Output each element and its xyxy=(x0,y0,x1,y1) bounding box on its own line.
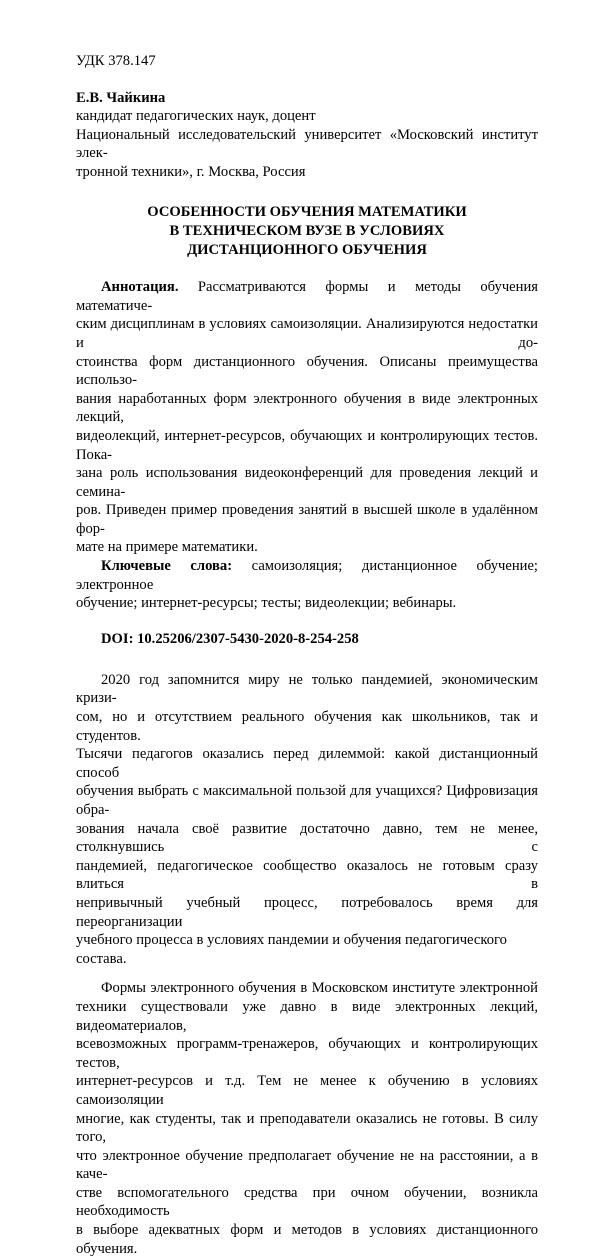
body-line: Тысячи педагогов оказались перед дилеммой: какой дистанционный способ xyxy=(76,745,538,782)
keywords-label: Ключевые слова: xyxy=(101,558,232,574)
body-line: всевозможных программ-тренажеров, обучающих и контролирующих тестов, xyxy=(76,1035,538,1072)
abstract-line: стоинства форм дистанционного обучения. Описаны преимущества использо- xyxy=(76,353,538,390)
body-line: сом, но и отсутствием реального обучения как школьников, так и студентов. xyxy=(76,708,538,745)
body-line: Формы электронного обучения в Московском институте электронной xyxy=(76,979,538,998)
abstract-line: ским дисциплинам в условиях самоизоляции. Анализируются недостатки и до- xyxy=(76,315,538,352)
body-line: непривычный учебный процесс, потребовалось время для переорганизации xyxy=(76,894,538,931)
udk-code: УДК 378.147 xyxy=(76,52,538,70)
abstract-line: зана роль использования видеоконференций для проведения лекций и семина- xyxy=(76,464,538,501)
abstract-line: мате на примере математики. xyxy=(76,538,538,557)
body-line: что электронное обучение предполагает обучение не на расстоянии, а в каче- xyxy=(76,1147,538,1184)
keywords-line xyxy=(76,557,538,594)
body-line: 2020 год запомнится миру не только пандемией, экономическим кризи- xyxy=(76,671,538,708)
body-line: учебного процесса в условиях пандемии и обучения педагогического состава. xyxy=(76,931,538,968)
paragraph-2 xyxy=(76,979,538,1258)
body-line: стве вспомогательного средства при очном обучении, возникла необходимость xyxy=(76,1184,538,1221)
abstract-label: Аннотация. xyxy=(101,279,178,295)
author-name: Е.В. Чайкина xyxy=(76,89,538,107)
author-degree: кандидат педагогических наук, доцент xyxy=(76,107,538,126)
body-line: техники существовали уже давно в виде электронных лекций, видеоматериалов, xyxy=(76,998,538,1035)
keywords-text: самоизоляция; дистанционное обучение; электронное xyxy=(76,558,538,593)
abstract xyxy=(76,278,538,613)
body-line: интернет-ресурсов и т.д. Тем не менее к обучению в условиях самоизоляции xyxy=(76,1072,538,1109)
doi: DOI: 10.25206/2307-5430-2020-8-254-258 xyxy=(76,630,538,648)
affiliation-line: тронной техники», г. Москва, Россия xyxy=(76,163,538,182)
title-line: В ТЕХНИЧЕСКОМ ВУЗЕ В УСЛОВИЯХ xyxy=(76,222,538,241)
keywords-line: обучение; интернет-ресурсы; тесты; видеолекции; вебинары. xyxy=(76,594,538,613)
affiliation-line: Национальный исследовательский университет «Московский институт элек- xyxy=(76,126,538,163)
abstract-line: вания наработанных форм электронного обучения в виде электронных лекций, xyxy=(76,390,538,427)
abstract-line xyxy=(76,278,538,315)
body-line: многие, как студенты, так и преподаватели оказались не готовы. В силу того, xyxy=(76,1110,538,1147)
abstract-text: Рассматриваются формы и методы обучения математиче- xyxy=(76,279,538,314)
body-line: в выборе адекватных форм и методов в условиях дистанционного обучения. xyxy=(76,1221,538,1258)
body-line: зования начала своё развитие достаточно давно, тем не менее, столкнувшись с xyxy=(76,820,538,857)
body-line: пандемией, педагогическое сообщество оказалось не готовым сразу влиться в xyxy=(76,857,538,894)
body-line: обучения выбрать с максимальной пользой для учащихся? Цифровизация обра- xyxy=(76,782,538,819)
article-page xyxy=(76,52,538,1258)
title-line: ДИСТАНЦИОННОГО ОБУЧЕНИЯ xyxy=(76,241,538,260)
abstract-line: видеолекций, интернет-ресурсов, обучающих и контролирующих тестов. Пока- xyxy=(76,427,538,464)
title-line: ОСОБЕННОСТИ ОБУЧЕНИЯ МАТЕМАТИКИ xyxy=(76,203,538,222)
abstract-line: ров. Приведен пример проведения занятий в высшей школе в удалённом фор- xyxy=(76,501,538,538)
paragraph-1 xyxy=(76,671,538,969)
article-title xyxy=(76,203,538,259)
